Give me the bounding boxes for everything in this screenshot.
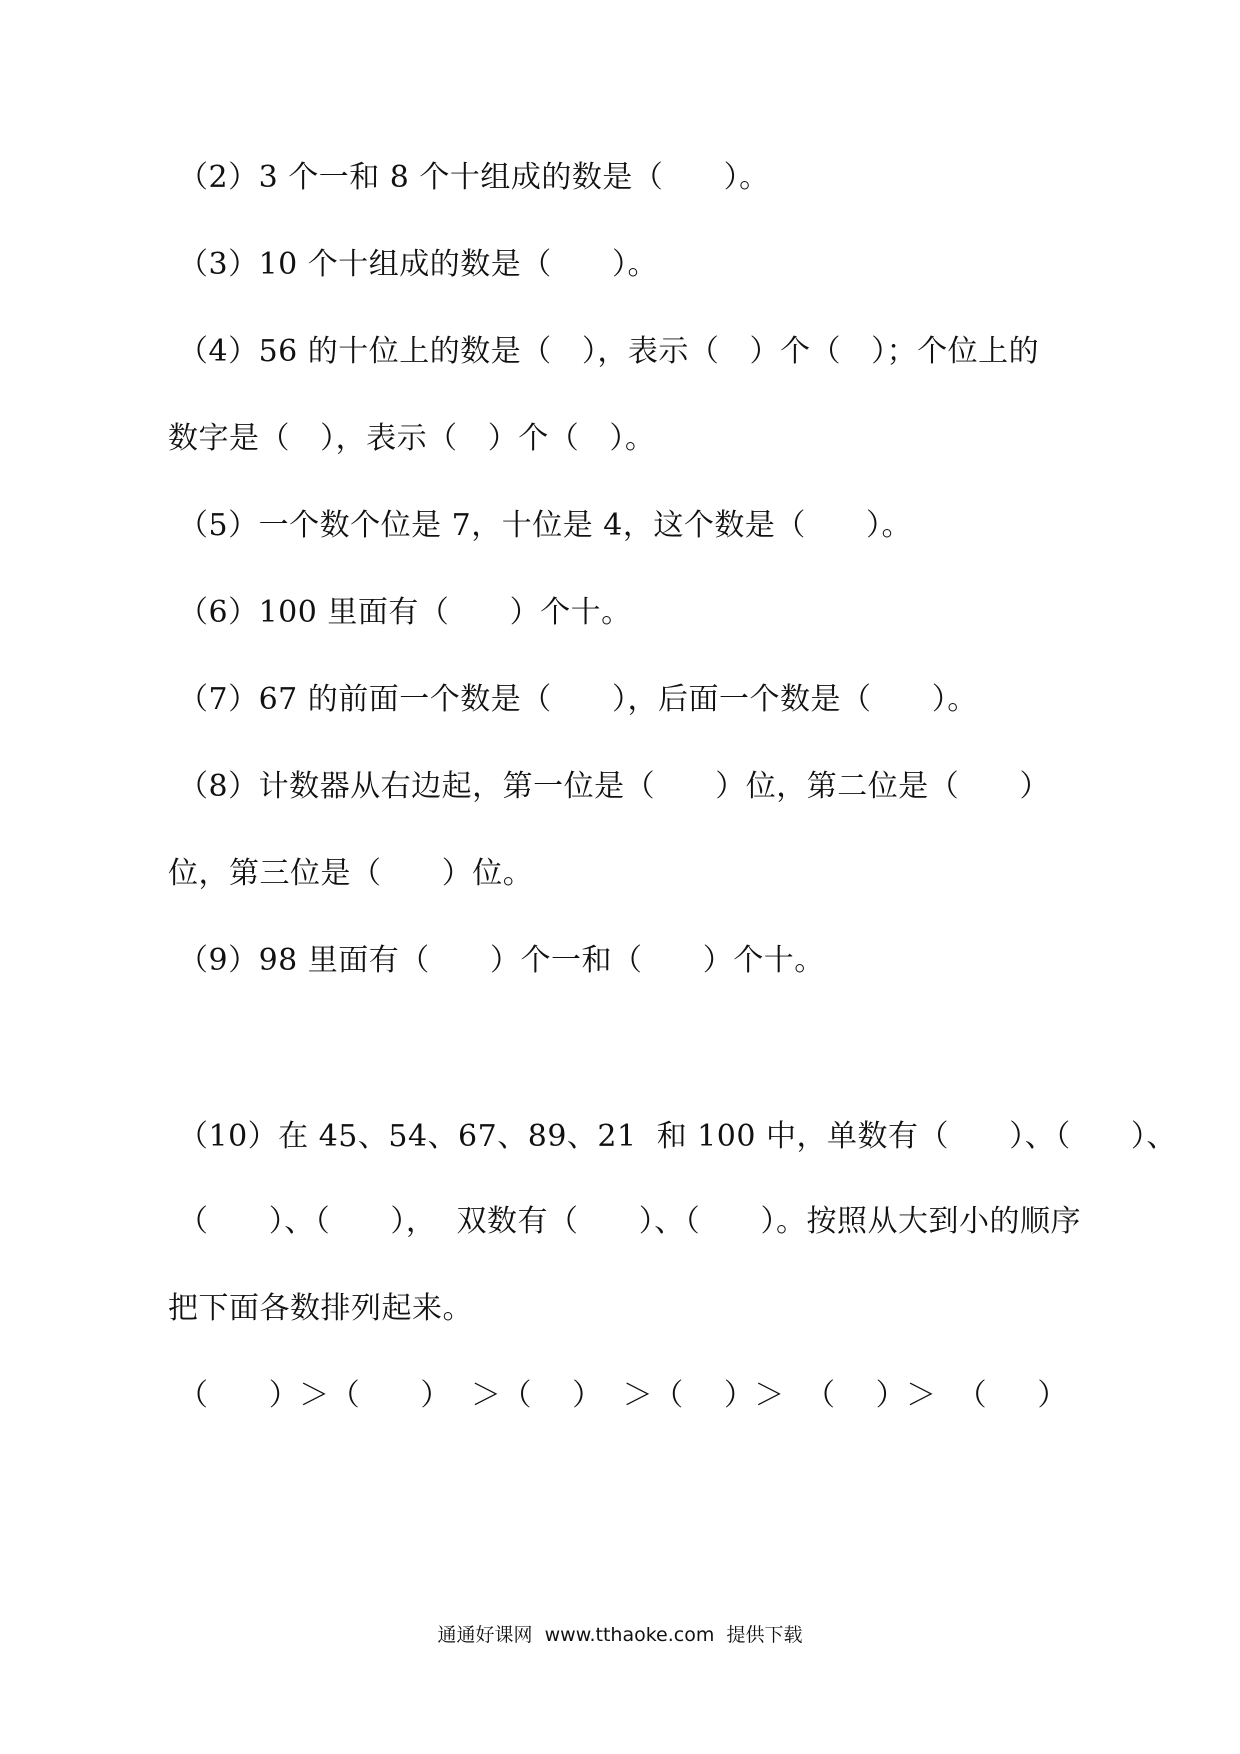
question-10-line-1: （10）在 45、54、67、89、21 和 100 中，单数有（ ）、（ ）、 bbox=[178, 1119, 1177, 1154]
question-2: （2）3 个一和 8 个十组成的数是（ ）。 bbox=[178, 160, 770, 195]
question-4-line-2: 数字是（ ），表示（ ）个（ ）。 bbox=[168, 421, 656, 456]
question-5: （5）一个数个位是 7，十位是 4，这个数是（ ）。 bbox=[178, 508, 913, 543]
question-10-line-3: 把下面各数排列起来。 bbox=[168, 1291, 473, 1326]
question-4-line-1: （4）56 的十位上的数是（ ），表示（ ）个（ ）；个位上的 bbox=[178, 334, 1040, 369]
question-9: （9）98 里面有（ ）个一和（ ）个十。 bbox=[178, 943, 825, 978]
question-10-line-2: （ ）、（ ）， 双数有（ ）、（ ）。按照从大到小的顺序 bbox=[178, 1204, 1081, 1239]
question-7: （7）67 的前面一个数是（ ），后面一个数是（ ）。 bbox=[178, 682, 978, 717]
footer-credit: 通通好课网 www.tthaoke.com 提供下载 bbox=[437, 1624, 803, 1646]
ordering-blanks: （ ）＞（ ） ＞（ ） ＞（ ）＞ （ ）＞ （ ） bbox=[178, 1378, 1068, 1413]
question-3: （3）10 个十组成的数是（ ）。 bbox=[178, 247, 659, 282]
question-6: （6）100 里面有（ ）个十。 bbox=[178, 595, 632, 630]
question-8-line-2: 位，第三位是（ ）位。 bbox=[168, 856, 534, 891]
question-8-line-1: （8）计数器从右边起，第一位是（ ）位，第二位是（ ） bbox=[178, 769, 1051, 804]
